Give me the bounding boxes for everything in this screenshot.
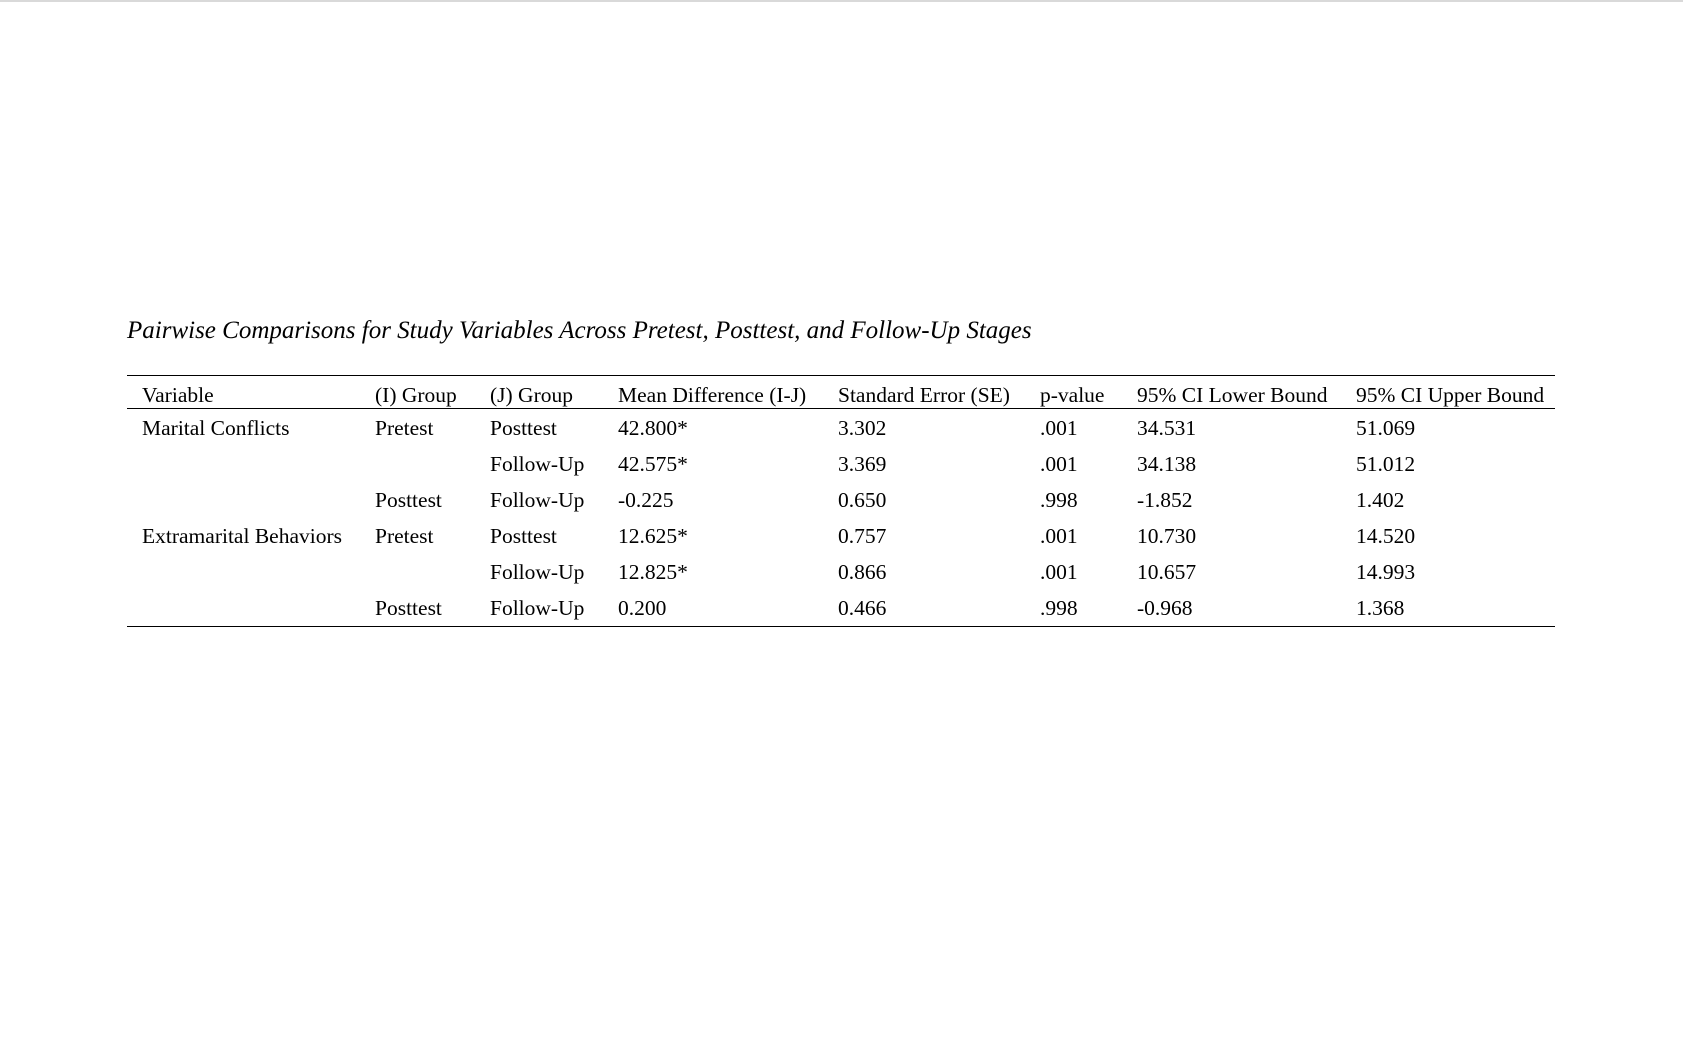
cell-standard-error: 0.650 [838, 488, 887, 512]
cell-i-group: Pretest [375, 524, 434, 548]
cell-standard-error: 0.866 [838, 560, 887, 584]
table-row [127, 554, 1555, 590]
header-mean-difference: Mean Difference (I-J) [618, 383, 807, 407]
cell-ci-upper: 51.069 [1356, 416, 1416, 440]
cell-mean-difference: 12.625* [618, 524, 688, 548]
cell-ci-lower: 34.531 [1137, 416, 1197, 440]
cell-ci-upper: 51.012 [1356, 452, 1416, 476]
cell-p-value: .001 [1040, 560, 1078, 584]
cell-variable [127, 446, 360, 482]
cell-standard-error: 0.757 [838, 524, 887, 548]
cell-j-group: Posttest [490, 524, 557, 548]
cell-j-group: Posttest [490, 416, 557, 440]
cell-i-group: Posttest [375, 488, 442, 512]
cell-p-value: .001 [1040, 416, 1078, 440]
table-row [127, 409, 1555, 447]
cell-ci-upper: 14.993 [1356, 560, 1416, 584]
header-i-group: (I) Group [375, 383, 457, 407]
table-row [127, 446, 1555, 482]
cell-p-value: .998 [1040, 488, 1078, 512]
cell-j-group: Follow-Up [490, 452, 585, 476]
header-ci-upper: 95% CI Upper Bound [1356, 383, 1545, 407]
cell-i-group: Pretest [375, 416, 434, 440]
pairwise-comparisons-table [127, 375, 1555, 627]
cell-i-group [360, 446, 475, 482]
cell-standard-error: 3.302 [838, 416, 887, 440]
cell-ci-lower: -1.852 [1137, 488, 1193, 512]
cell-j-group: Follow-Up [490, 488, 585, 512]
cell-ci-lower: 10.657 [1137, 560, 1197, 584]
cell-variable [127, 590, 360, 627]
cell-mean-difference: 12.825* [618, 560, 688, 584]
cell-mean-difference: 42.800* [618, 416, 688, 440]
table-body [127, 409, 1555, 627]
header-p-value: p-value [1040, 383, 1105, 407]
cell-mean-difference: -0.225 [618, 488, 674, 512]
header-variable: Variable [142, 383, 214, 407]
cell-variable [127, 482, 360, 518]
header-j-group: (J) Group [490, 383, 573, 407]
cell-ci-upper: 1.402 [1356, 488, 1405, 512]
cell-ci-lower: -0.968 [1137, 596, 1193, 620]
cell-variable: Extramarital Behaviors [142, 524, 342, 548]
cell-p-value: .001 [1040, 452, 1078, 476]
cell-ci-upper: 1.368 [1356, 596, 1405, 620]
cell-ci-lower: 34.138 [1137, 452, 1197, 476]
cell-i-group: Posttest [375, 596, 442, 620]
cell-ci-lower: 10.730 [1137, 524, 1197, 548]
cell-mean-difference: 0.200 [618, 596, 667, 620]
table-row [127, 590, 1555, 627]
top-rule [0, 0, 1683, 2]
table-row [127, 482, 1555, 518]
cell-p-value: .001 [1040, 524, 1078, 548]
cell-mean-difference: 42.575* [618, 452, 688, 476]
cell-standard-error: 3.369 [838, 452, 887, 476]
cell-j-group: Follow-Up [490, 596, 585, 620]
cell-j-group: Follow-Up [490, 560, 585, 584]
cell-ci-upper: 14.520 [1356, 524, 1416, 548]
header-row [127, 376, 1555, 409]
cell-variable: Marital Conflicts [142, 416, 290, 440]
cell-p-value: .998 [1040, 596, 1078, 620]
cell-i-group [360, 554, 475, 590]
header-standard-error: Standard Error (SE) [838, 383, 1010, 407]
table-header [127, 376, 1555, 409]
table-caption: Pairwise Comparisons for Study Variables Across Pretest, Posttest, and Follow-Up Stages [127, 317, 1032, 344]
cell-standard-error: 0.466 [838, 596, 887, 620]
table-row [127, 518, 1555, 554]
cell-variable [127, 554, 360, 590]
header-ci-lower: 95% CI Lower Bound [1137, 383, 1328, 407]
